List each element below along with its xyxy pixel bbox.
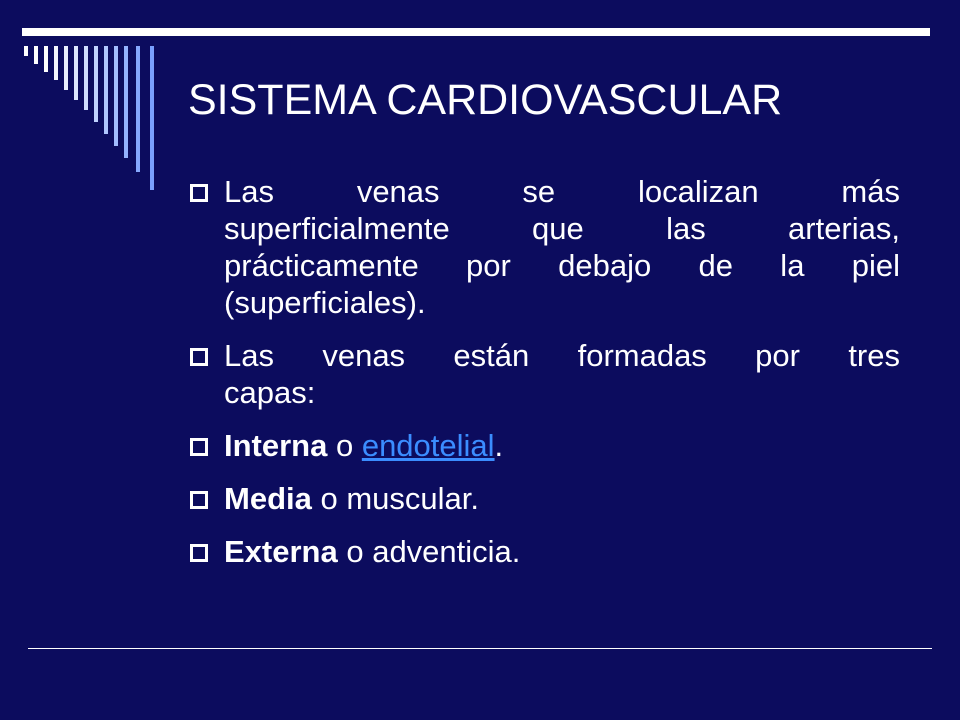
bullet-line: capas: [224, 375, 316, 410]
term-interna: Interna [224, 428, 328, 463]
stripe [44, 46, 48, 72]
bullet-line: prácticamente por debajo de la piel [224, 248, 900, 283]
square-bullet-icon [190, 184, 208, 202]
stripe [150, 46, 154, 190]
bullet-interna [188, 427, 900, 464]
stripe [54, 46, 58, 80]
stripe [24, 46, 28, 56]
slide-title: SISTEMA CARDIOVASCULAR [188, 76, 783, 124]
bullet-vein-layers [188, 337, 900, 411]
bullet-line: superficialmente que las arterias, [224, 211, 900, 246]
bullet-line: (superficiales). [224, 285, 426, 320]
bullet-veins-location [188, 173, 900, 321]
stripe [94, 46, 98, 122]
connector-text: o [327, 428, 362, 463]
stripe [114, 46, 118, 146]
bullet-line: Las venas se localizan más [224, 174, 900, 209]
stripe [74, 46, 78, 100]
bullet-externa [188, 533, 900, 570]
stripe [124, 46, 128, 158]
term-media: Media [224, 481, 312, 516]
description-text: o muscular. [311, 481, 479, 516]
stripe [136, 46, 140, 172]
endotelial-link[interactable]: endotelial [361, 428, 495, 463]
bullet-line: Las venas están formadas por tres [224, 338, 900, 373]
stripe [104, 46, 108, 134]
square-bullet-icon [190, 544, 208, 562]
bullet-list [188, 173, 900, 586]
square-bullet-icon [190, 438, 208, 456]
square-bullet-icon [190, 491, 208, 509]
bullet-media [188, 480, 900, 517]
stripe [64, 46, 68, 90]
description-text: o adventicia. [337, 534, 521, 569]
square-bullet-icon [190, 348, 208, 366]
bottom-rule [28, 648, 932, 649]
term-externa: Externa [224, 534, 338, 569]
period-text: . [494, 428, 504, 463]
decorative-stripes [0, 0, 160, 200]
stripe [84, 46, 88, 110]
stripe [34, 46, 38, 64]
